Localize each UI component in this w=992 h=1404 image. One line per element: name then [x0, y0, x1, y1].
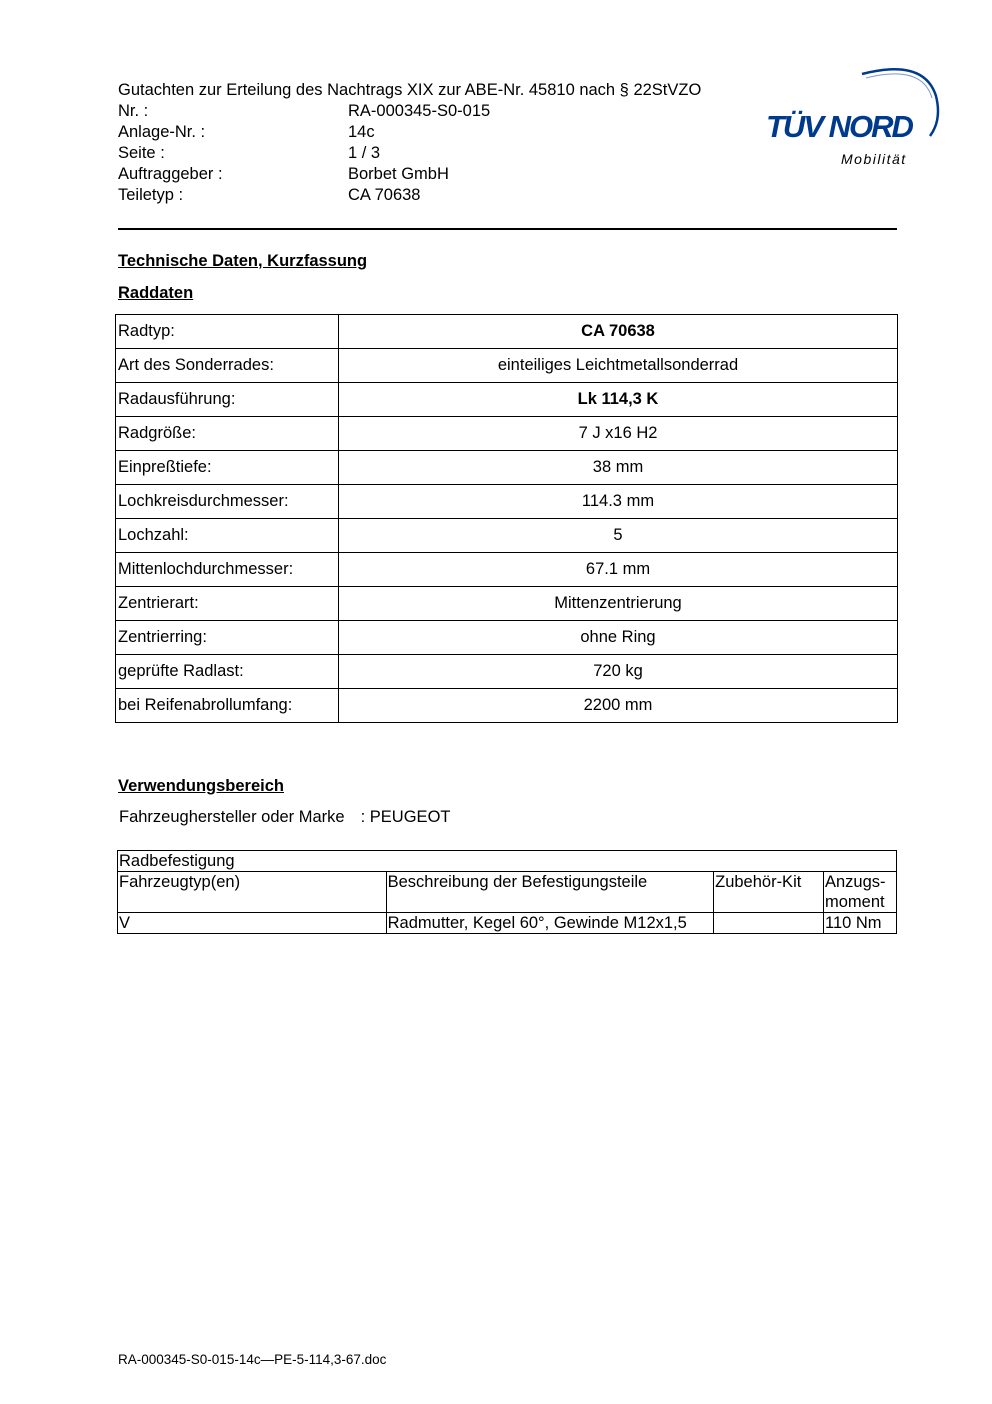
- manufacturer-separator: :: [360, 808, 366, 826]
- header-divider: [118, 228, 897, 230]
- wheel-data-table: [115, 314, 898, 723]
- row-label: Radausführung:: [116, 383, 339, 417]
- row-value: 67.1 mm: [339, 553, 898, 587]
- row-label: Einpreßtiefe:: [116, 451, 339, 485]
- header-label: Teiletyp :: [118, 186, 184, 204]
- row-value: Mittenzentrierung: [339, 587, 898, 621]
- description-cell: Radmutter, Kegel 60°, Gewinde M12x1,5: [386, 913, 713, 934]
- row-label: Radgröße:: [116, 417, 339, 451]
- header-value: 1 / 3: [348, 144, 381, 162]
- table-row: [116, 587, 898, 621]
- logo-brand: TÜV NORD: [766, 109, 912, 144]
- row-label: Radtyp:: [116, 315, 339, 349]
- header-label: Seite :: [118, 144, 165, 162]
- table-row: [116, 485, 898, 519]
- table-row: [116, 655, 898, 689]
- row-value: einteiliges Leichtmetallsonderrad: [339, 349, 898, 383]
- header-label: Anlage-Nr. :: [118, 123, 206, 141]
- row-value: 114.3 mm: [339, 485, 898, 519]
- row-label: bei Reifenabrollumfang:: [116, 689, 339, 723]
- fastening-title: Radbefestigung: [118, 851, 897, 872]
- row-value: 7 J x16 H2: [339, 417, 898, 451]
- header-row-part-type: [118, 185, 701, 206]
- row-label: geprüfte Radlast:: [116, 655, 339, 689]
- table-row: [116, 349, 898, 383]
- fastening-table: [117, 850, 897, 934]
- column-header: Zubehör-Kit: [714, 872, 824, 913]
- header-row-number: [118, 101, 701, 122]
- row-value: 38 mm: [339, 451, 898, 485]
- vehicle-type-cell: V: [118, 913, 387, 934]
- table-row: [118, 851, 897, 872]
- header-value: CA 70638: [348, 186, 421, 204]
- document-title: Gutachten zur Erteilung des Nachtrags XIX zur ABE-Nr. 45810 nach § 22StVZO: [118, 81, 702, 99]
- torque-cell: 110 Nm: [824, 913, 897, 934]
- column-header: Beschreibung der Befestigungsteile: [386, 872, 713, 913]
- header-value: 14c: [348, 123, 375, 141]
- row-label: Zentrierart:: [116, 587, 339, 621]
- table-row: [116, 451, 898, 485]
- table-row: [116, 315, 898, 349]
- table-row: [116, 383, 898, 417]
- row-value: 2200 mm: [339, 689, 898, 723]
- header-row-page: [118, 143, 701, 164]
- logo-subtitle: Mobilität: [841, 151, 907, 167]
- table-row: [116, 519, 898, 553]
- table-header-row: [118, 872, 897, 913]
- row-label: Mittenlochdurchmesser:: [116, 553, 339, 587]
- table-row: [116, 553, 898, 587]
- row-label: Art des Sonderrades:: [116, 349, 339, 383]
- tuev-nord-logo: [764, 58, 944, 173]
- section-wheel-heading: Raddaten: [118, 284, 194, 302]
- row-label: Lochzahl:: [116, 519, 339, 553]
- header-label: Auftraggeber :: [118, 165, 223, 183]
- manufacturer-line: [119, 808, 450, 827]
- section-usage-heading: Verwendungsbereich: [118, 777, 284, 795]
- header-label: Nr. :: [118, 102, 149, 120]
- row-value: CA 70638: [339, 315, 898, 349]
- row-value: Lk 114,3 K: [339, 383, 898, 417]
- row-label: Zentrierring:: [116, 621, 339, 655]
- row-value: 5: [339, 519, 898, 553]
- row-value: 720 kg: [339, 655, 898, 689]
- manufacturer-value: PEUGEOT: [369, 808, 451, 826]
- manufacturer-label: Fahrzeughersteller oder Marke: [119, 808, 345, 826]
- row-value: ohne Ring: [339, 621, 898, 655]
- header-value: RA-000345-S0-015: [348, 102, 491, 120]
- header-value: Borbet GmbH: [348, 165, 449, 183]
- table-row: [116, 689, 898, 723]
- table-row: [116, 417, 898, 451]
- footer-filename: RA-000345-S0-015-14c—PE-5-114,3-67.doc: [118, 1352, 387, 1367]
- column-header: Fahrzeugtyp(en): [118, 872, 387, 913]
- row-label: Lochkreisdurchmesser:: [116, 485, 339, 519]
- table-row: [116, 621, 898, 655]
- header-row-client: [118, 164, 701, 185]
- column-header: Anzugs-moment: [824, 872, 897, 913]
- table-row: [118, 913, 897, 934]
- document-header: [118, 80, 701, 206]
- section-technical-heading: Technische Daten, Kurzfassung: [118, 252, 368, 270]
- kit-cell: [714, 913, 824, 934]
- header-row-attachment: [118, 122, 701, 143]
